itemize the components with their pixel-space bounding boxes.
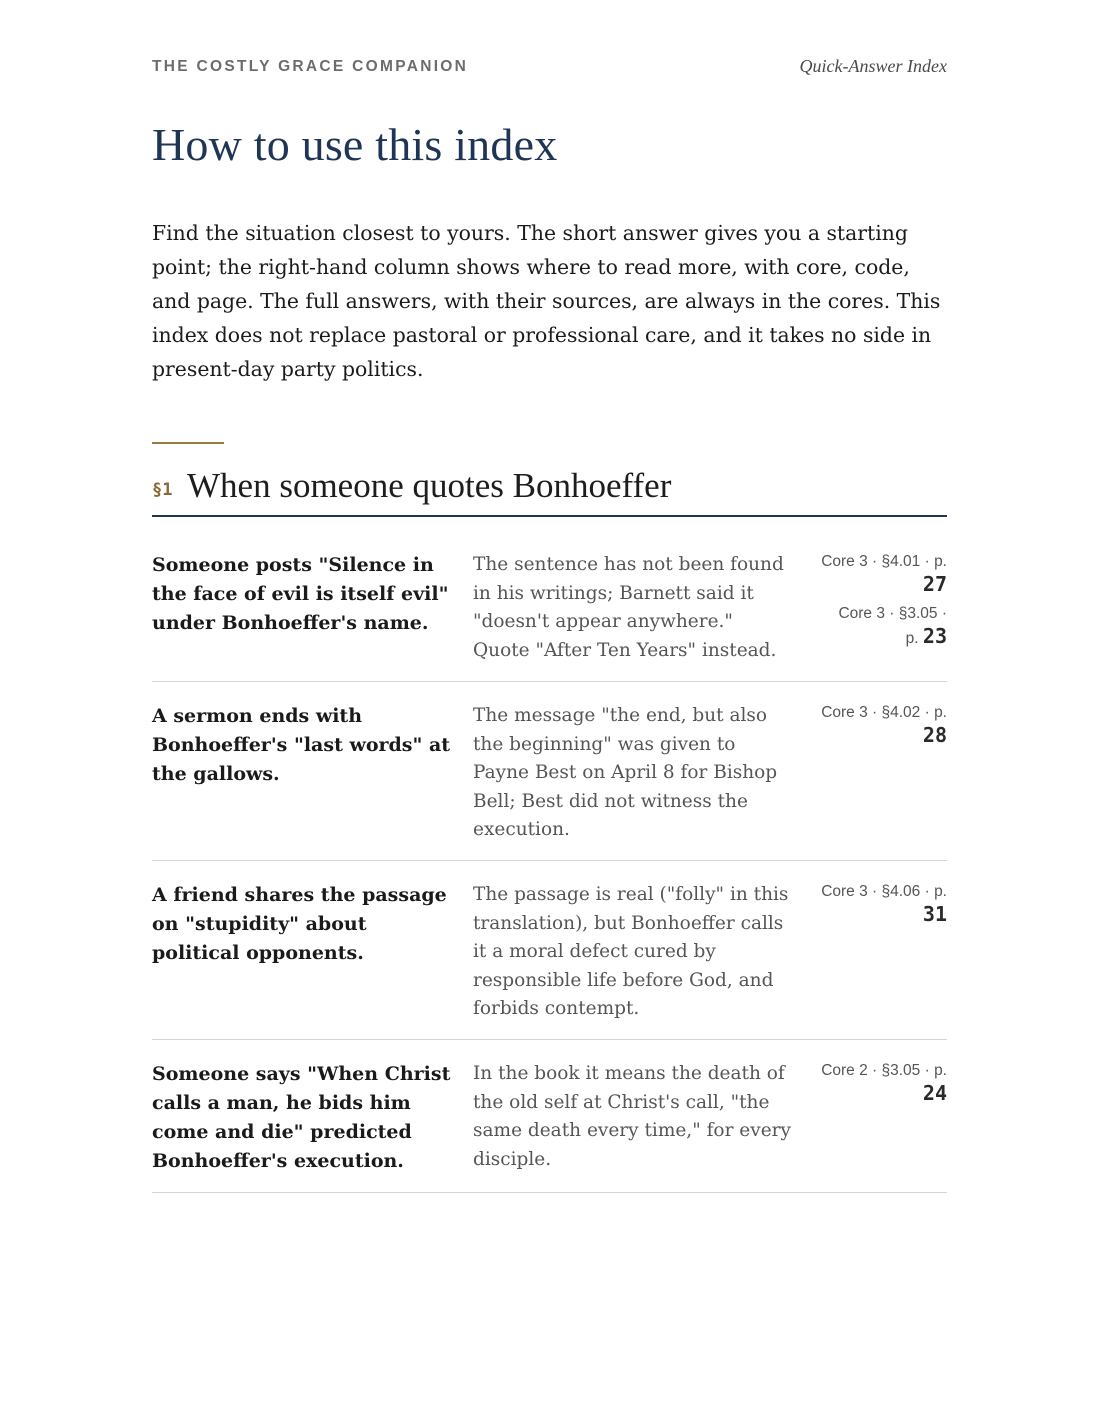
reference-cell <box>812 702 947 754</box>
reference-code: Core 3 · §3.05 · <box>838 605 947 622</box>
table-row <box>152 1040 947 1193</box>
reference-cell <box>812 881 947 933</box>
book-title: THE COSTLY GRACE COMPANION <box>152 58 469 75</box>
answer-cell: The passage is real ("folly" in this translation), but Bonhoeffer calls it a moral defect cured by responsible life before God, and forbids contempt. <box>473 884 789 1019</box>
section-name: Quick-Answer Index <box>799 56 947 76</box>
reference-cell <box>812 1060 947 1112</box>
question-cell: A friend shares the passage on "stupidity" about political opponents. <box>152 884 447 964</box>
reference[interactable] <box>812 881 947 928</box>
reference-code: Core 2 · §3.05 · p. <box>821 1062 947 1079</box>
reference-page-line: p. 23 <box>905 624 947 648</box>
reference[interactable] <box>812 702 947 749</box>
section-heading <box>152 466 947 514</box>
running-head <box>152 56 947 80</box>
reference-page: 27 <box>922 572 947 596</box>
reference-code: Core 3 · §4.02 · p. <box>821 704 947 721</box>
accent-rule <box>152 442 224 444</box>
question-cell: Someone posts "Silence in the face of evil is itself evil" under Bonhoeffer's name. <box>152 554 449 634</box>
reference-page-line <box>812 724 947 749</box>
reference-page: 24 <box>922 1081 947 1105</box>
reference-page-line <box>812 903 947 928</box>
section-title: When someone quotes Bonhoeffer <box>187 466 672 505</box>
index-table <box>152 517 947 1193</box>
reference-code: Core 3 · §4.06 · p. <box>821 883 947 900</box>
reference-page: 28 <box>922 723 947 747</box>
section-number: §1 <box>152 480 173 500</box>
question-cell: A sermon ends with Bonhoeffer's "last words" at the gallows. <box>152 705 451 785</box>
reference-code: Core 3 · §4.01 · p. <box>821 553 947 570</box>
answer-cell: In the book it means the death of the old self at Christ's call, "the same death every time," for every disciple. <box>473 1063 791 1170</box>
reference-page-line <box>812 573 947 598</box>
reference-cell <box>812 551 947 655</box>
reference-page: 31 <box>922 902 947 926</box>
reference[interactable] <box>812 1060 947 1107</box>
reference[interactable] <box>812 551 947 598</box>
page-title: How to use this index <box>152 119 558 170</box>
reference[interactable] <box>812 603 947 650</box>
table-row <box>152 861 947 1040</box>
table-row <box>152 517 947 682</box>
reference-page-line <box>812 1082 947 1107</box>
reference-page: 23 <box>922 624 947 648</box>
question-cell: Someone says "When Christ calls a man, he bids him come and die" predicted Bonhoeffer's execution. <box>152 1063 451 1172</box>
answer-cell: The message "the end, but also the beginning" was given to Payne Best on April 8 for Bishop Bell; Best did not witness the execution. <box>473 705 778 840</box>
answer-cell: The sentence has not been found in his writings; Barnett said it "doesn't appear anywhere." Quote "After Ten Years" instead. <box>473 554 784 661</box>
table-row <box>152 682 947 861</box>
intro-paragraph: Find the situation closest to yours. The short answer gives you a starting point; the right-hand column shows where to read more, with core, code, and page. The full answers, with their sources, are always in the cores. This index does not replace pastoral or professional care, and it takes no side in present-day party politics. <box>152 221 941 381</box>
